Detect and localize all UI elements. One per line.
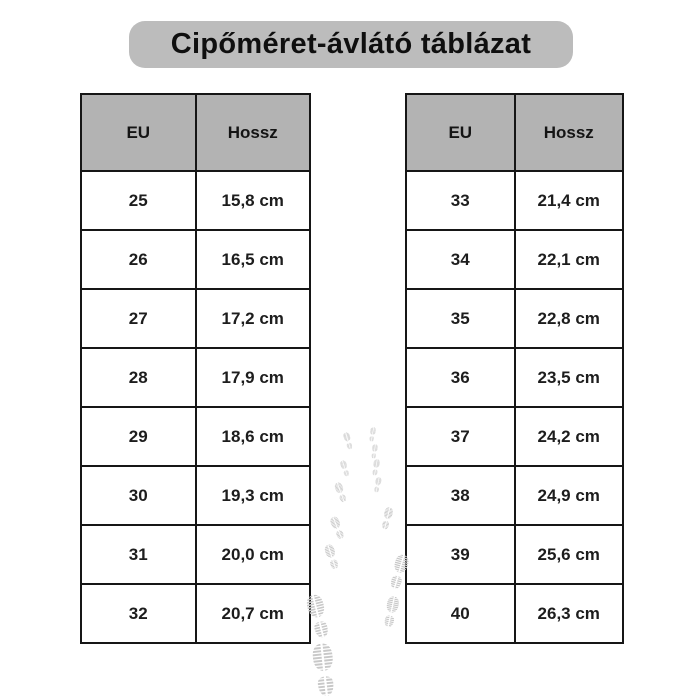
eu-size-cell: 26 (81, 230, 196, 289)
table-row (81, 584, 310, 643)
bootprint-icon (333, 481, 349, 504)
table-row (406, 230, 623, 289)
table-row (406, 171, 623, 230)
length-cell: 24,9 cm (515, 466, 624, 525)
eu-size-cell: 33 (406, 171, 515, 230)
page-title-banner (129, 21, 573, 68)
table-row (81, 230, 310, 289)
table-row (406, 407, 623, 466)
eu-size-cell: 40 (406, 584, 515, 643)
length-cell: 17,9 cm (196, 348, 311, 407)
bootprint-icon (379, 506, 395, 531)
eu-size-cell: 29 (81, 407, 196, 466)
eu-size-cell: 32 (81, 584, 196, 643)
table-row (81, 348, 310, 407)
size-table-right (405, 93, 624, 644)
bootprint-icon (309, 642, 339, 698)
eu-size-cell: 38 (406, 466, 515, 525)
bootprint-icon (342, 431, 355, 451)
page-title: Cipőméret-ávlátó táblázat (170, 28, 532, 60)
length-cell: 20,7 cm (196, 584, 311, 643)
length-cell: 21,4 cm (515, 171, 624, 230)
eu-size-cell: 36 (406, 348, 515, 407)
table-row (406, 525, 623, 584)
length-cell: 25,6 cm (515, 525, 624, 584)
column-header-eu: EU (81, 94, 196, 171)
length-cell: 15,8 cm (196, 171, 311, 230)
eu-size-cell: 30 (81, 466, 196, 525)
bootprint-icon (370, 443, 379, 459)
bootprint-icon (322, 543, 341, 571)
length-cell: 22,1 cm (515, 230, 624, 289)
column-header-hossz: Hossz (515, 94, 624, 171)
column-header-eu: EU (406, 94, 515, 171)
length-cell: 18,6 cm (196, 407, 311, 466)
length-cell: 26,3 cm (515, 584, 624, 643)
table-row (81, 289, 310, 348)
table-row (406, 348, 623, 407)
bootprint-icon (371, 458, 382, 476)
eu-size-cell: 31 (81, 525, 196, 584)
eu-size-cell: 34 (406, 230, 515, 289)
bootprint-icon (373, 476, 383, 493)
bootprint-icon (339, 459, 352, 478)
length-cell: 23,5 cm (515, 348, 624, 407)
length-cell: 24,2 cm (515, 407, 624, 466)
eu-size-cell: 35 (406, 289, 515, 348)
length-cell: 19,3 cm (196, 466, 311, 525)
table-row (406, 466, 623, 525)
table-row (81, 525, 310, 584)
size-table-left (80, 93, 311, 644)
length-cell: 22,8 cm (515, 289, 624, 348)
length-cell: 20,0 cm (196, 525, 311, 584)
table-row (81, 171, 310, 230)
length-cell: 16,5 cm (196, 230, 311, 289)
table-row (406, 289, 623, 348)
eu-size-cell: 37 (406, 407, 515, 466)
eu-size-cell: 39 (406, 525, 515, 584)
header-row (81, 94, 310, 171)
table-row (406, 584, 623, 643)
bootprint-icon (327, 515, 346, 541)
bootprint-icon (381, 595, 402, 629)
length-cell: 17,2 cm (196, 289, 311, 348)
bootprint-icon (367, 426, 376, 442)
column-header-hossz: Hossz (196, 94, 311, 171)
header-row (406, 94, 623, 171)
table-row (81, 407, 310, 466)
eu-size-cell: 27 (81, 289, 196, 348)
eu-size-cell: 28 (81, 348, 196, 407)
eu-size-cell: 25 (81, 171, 196, 230)
table-row (81, 466, 310, 525)
